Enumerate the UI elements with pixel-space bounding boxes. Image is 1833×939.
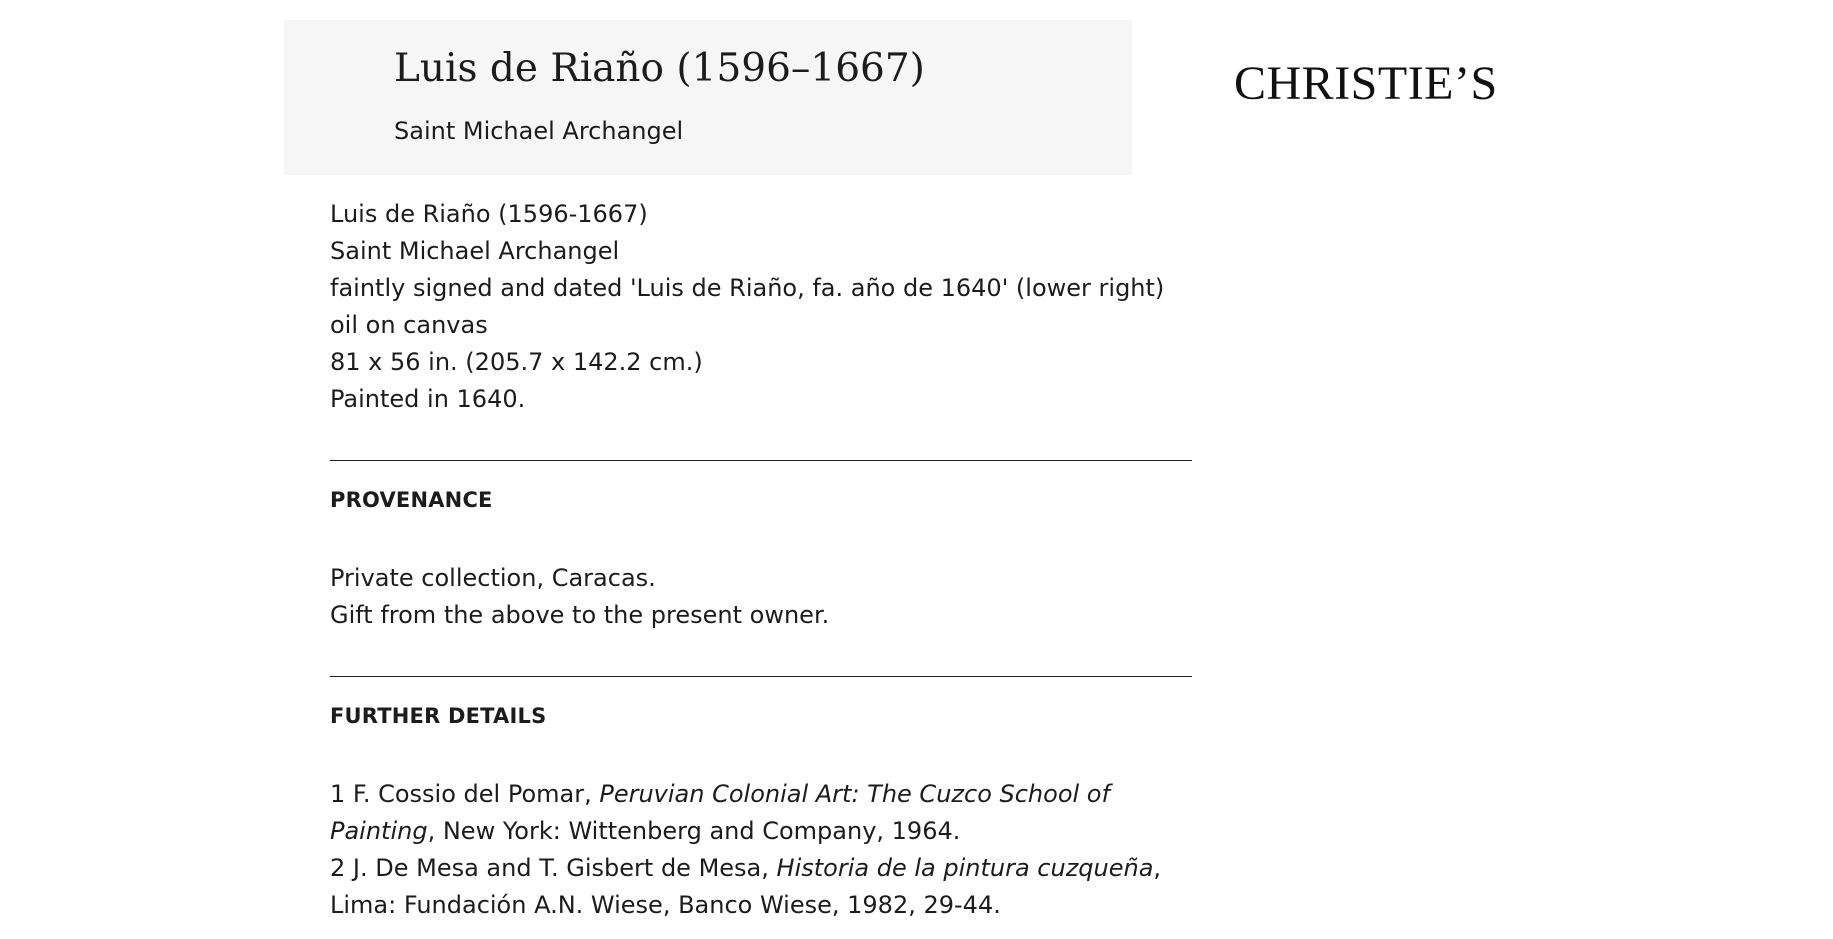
provenance-item: Gift from the above to the present owner. — [330, 601, 830, 629]
reference-1-title-continued: Painting — [330, 817, 428, 845]
provenance-heading: PROVENANCE — [330, 488, 493, 512]
section-divider — [330, 676, 1192, 677]
work-title-line: Saint Michael Archangel — [330, 237, 620, 265]
reference-2-comma: , — [1153, 854, 1162, 882]
reference-1-title: Peruvian Colonial Art: The Cuzco School of — [599, 780, 1110, 808]
christies-logo[interactable]: CHRISTIE’S — [1234, 57, 1498, 110]
reference-2-line-1 — [330, 850, 1192, 887]
date-line: Painted in 1640. — [330, 385, 526, 413]
reference-2-title: Historia de la pintura cuzqueña — [776, 854, 1154, 882]
section-divider — [330, 460, 1192, 461]
reference-2-author: 2 J. De Mesa and T. Gisbert de Mesa, — [330, 854, 777, 882]
provenance-list — [330, 560, 1192, 634]
further-details-heading: FURTHER DETAILS — [330, 704, 547, 728]
reference-1-line-2 — [330, 813, 1192, 850]
further-details-references — [330, 776, 1192, 924]
medium-line: oil on canvas — [330, 311, 488, 339]
reference-1-publisher: , New York: Wittenberg and Company, 1964. — [427, 817, 961, 845]
reference-1-line-1 — [330, 776, 1192, 813]
lot-subtitle: Saint Michael Archangel — [394, 117, 684, 145]
reference-2-line-2: Lima: Fundación A.N. Wiese, Banco Wiese, 1982, 29-44. — [330, 891, 1001, 919]
dimensions-line: 81 x 56 in. (205.7 x 142.2 cm.) — [330, 348, 703, 376]
inscription-line: faintly signed and dated 'Luis de Riaño, fa. año de 1640' (lower right) — [330, 274, 1165, 302]
lot-title: Luis de Riaño (1596–1667) — [394, 46, 925, 91]
reference-1-author: 1 F. Cossio del Pomar, — [330, 780, 600, 808]
lot-details — [330, 196, 1192, 418]
provenance-item: Private collection, Caracas. — [330, 564, 656, 592]
lot-header-card — [284, 20, 1132, 175]
artist-line: Luis de Riaño (1596-1667) — [330, 200, 648, 228]
lot-essay — [330, 196, 1192, 924]
